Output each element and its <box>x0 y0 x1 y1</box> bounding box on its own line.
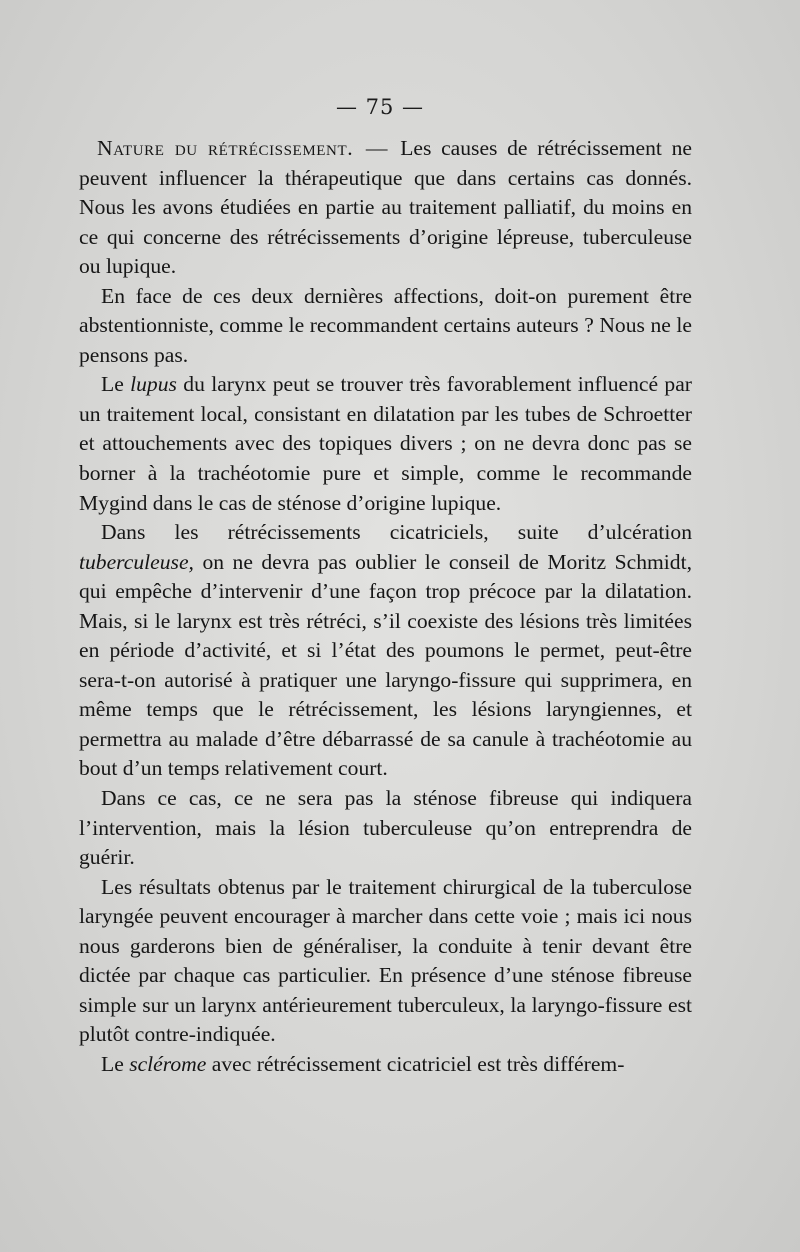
paragraph-abstention <box>79 282 692 371</box>
italic-term: lupus <box>130 372 177 397</box>
heading-dash: — <box>365 136 388 160</box>
paragraph-text: Dans ce cas, ce ne sera pas la sténose fibreuse qui indiquera l’intervention, mais la lésion tuberculeuse qu’on entreprendra de guérir. <box>79 786 692 870</box>
paragraph-text-after: avec rétrécissement cicatriciel est très différem- <box>211 1051 625 1076</box>
paragraph-intervention <box>79 784 692 873</box>
paragraph-text: Les résultats obtenus par le traitement chirurgical de la tuberculose laryngée peuvent encourager à marcher dans cette voie ; mais ici nous nous garderons bien de généraliser, la conduite à tenir devant être dictée par chaque cas particulier. En présence d’une sténose fibreuse simple sur un larynx antérieurement tuberculeux, la laryngo-fissure est plutôt contre-indiquée. <box>79 874 692 1047</box>
paragraph-sclerome <box>79 1050 692 1080</box>
paragraph-resultats <box>79 873 692 1050</box>
paragraph-text-before: Le <box>101 1051 124 1076</box>
paragraph-nature-du-retrecissement <box>79 134 692 282</box>
section-heading: Nature du rétrécissement. <box>97 136 354 160</box>
paragraph-text-before: Dans les rétrécissements cicatriciels, suite d’ulcération <box>101 520 692 545</box>
paragraph-text: Les causes de rétrécissement ne peuvent influencer la thérapeutique que dans certains cas donnés. Nous les avons étudiées en partie au traitement palliatif, du moins en ce qui concerne des rétrécissements d’origine lépreuse, tuberculeuse ou lupique. <box>79 136 692 279</box>
paragraph-lupus <box>79 370 692 518</box>
paragraph-text-before: Le <box>101 372 124 397</box>
body-text <box>79 134 692 1080</box>
paragraph-tuberculeuse <box>79 518 692 784</box>
paragraph-text: En face de ces deux dernières affections, doit-on purement être abstentionniste, comme le recommandent certains auteurs ? Nous ne le pensons pas. <box>79 283 692 367</box>
italic-term: tuberculeuse, <box>79 549 194 574</box>
page-number: — 75 — <box>335 95 425 119</box>
paragraph-text-after: du larynx peut se trouver très favorablement influencé par un traitement local, consistant en dilatation par les tubes de Schroetter et attouchements avec des topiques divers ; on ne devra donc pas se borner à la trachéotomie pure et simple, comme le recommande Mygind dans le cas de sténose d’origine lupique. <box>79 372 692 515</box>
paragraph-text-after: on ne devra pas oublier le conseil de Moritz Schmidt, qui empêche d’intervenir d’une façon trop précoce par la dilatation. Mais, si le larynx est très rétréci, s’il coexiste des lésions très limitées en période d’activité, et si l’état des poumons le permet, peut-être sera-t-on autorisé à pratiquer une laryngo-fissure qui supprimera, en même temps que le rétrécissement, les lésions laryngiennes, et permettra au malade d’être débarrassé de sa canule à trachéotomie au bout d’un temps relativement court. <box>79 549 692 781</box>
italic-term: sclérome <box>129 1051 207 1076</box>
